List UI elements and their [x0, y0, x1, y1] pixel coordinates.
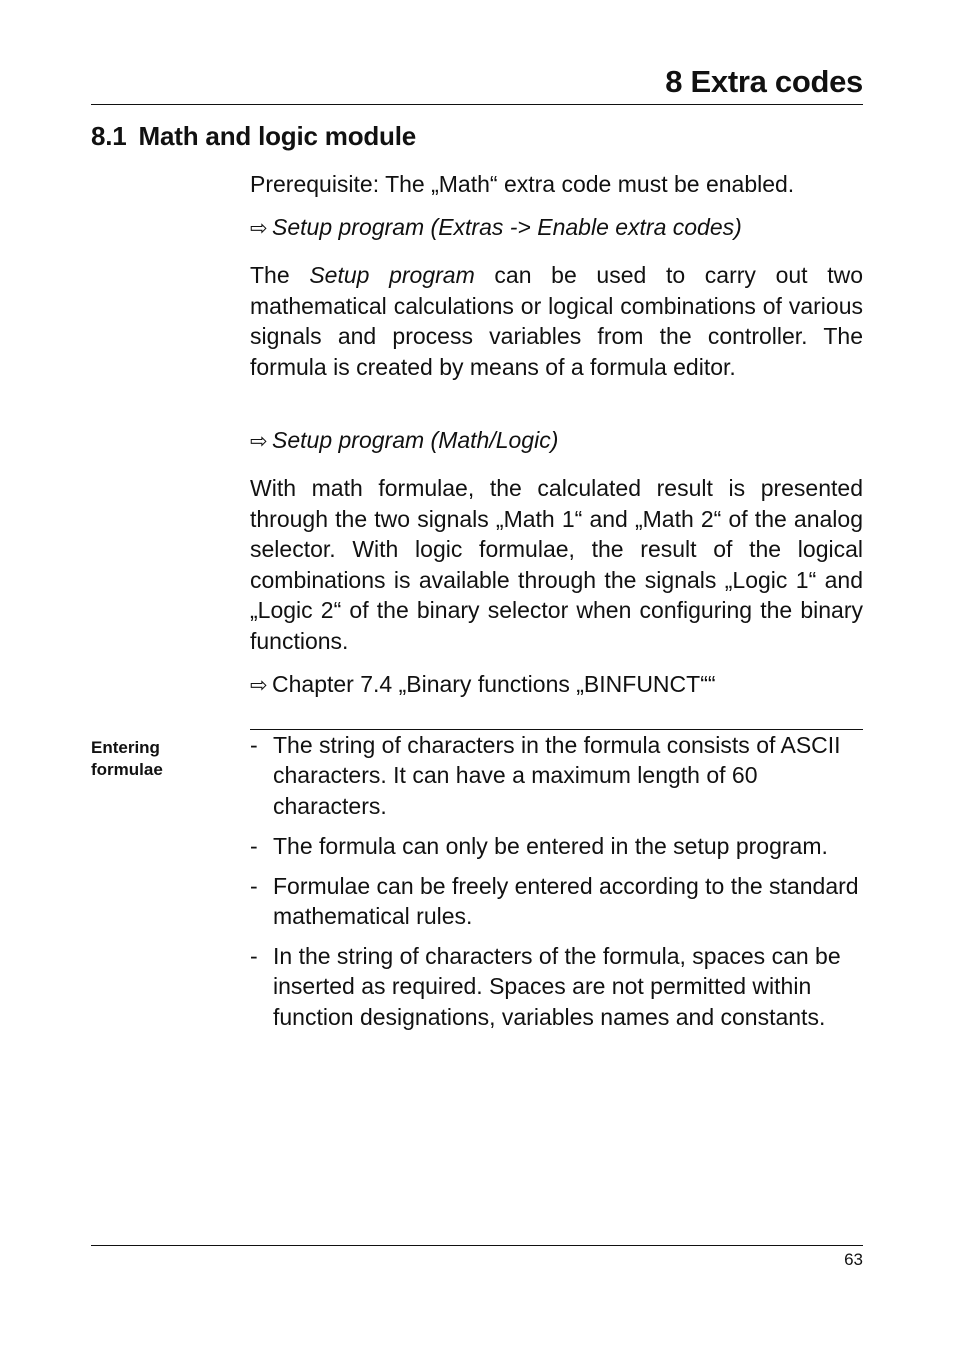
reference-text: Setup program (Math/Logic) — [272, 427, 559, 453]
section-title-text: Math and logic module — [138, 121, 417, 151]
bullet-dash: - — [250, 832, 258, 859]
formula-rules-list — [250, 730, 863, 1042]
chapter-title: 8 Extra codes — [665, 64, 863, 99]
intro-paragraph — [250, 260, 863, 382]
section-number: 8.1 — [91, 121, 127, 151]
page-number: 63 — [844, 1250, 863, 1269]
footer-rule — [91, 1245, 863, 1246]
list-item-text: The formula can only be entered in the setup program. — [273, 832, 828, 859]
list-item — [250, 831, 863, 861]
reference-text: Setup program (Extras -> Enable extra codes) — [272, 214, 742, 240]
list-item — [250, 941, 863, 1032]
arrow-right-icon: ⇨ — [250, 217, 268, 240]
bullet-dash: - — [250, 732, 258, 758]
reference-math-logic — [250, 425, 863, 458]
signals-paragraph: With math formulae, the calculated result is presented through the two signals „Math 1“ and „Math 2“ of the analog selector. With logic formulae, the result of the logical combinations is available through the signals „Logic 1“ and „Logic 2“ of the binary selector when configuring the binary functions. — [250, 475, 863, 654]
label-line: formulae — [91, 760, 163, 779]
list-item — [250, 730, 863, 821]
reference-setup-extras — [250, 212, 863, 245]
list-item — [250, 871, 863, 932]
intro-emphasis: Setup program — [309, 262, 475, 288]
prerequisite-text: Prerequisite: The „Math“ extra code must be enabled. — [250, 171, 795, 197]
bullet-dash: - — [250, 942, 258, 969]
reference-text: Chapter 7.4 „Binary functions „BINFUNCT““ — [272, 671, 716, 697]
arrow-right-icon: ⇨ — [250, 674, 268, 697]
arrow-right-icon: ⇨ — [250, 430, 268, 453]
bullet-dash: - — [250, 872, 258, 899]
label-line: Entering — [91, 738, 160, 757]
list-item-text: In the string of characters of the formula, spaces can be inserted as required. Spaces are not permitted within function designations, variables names and constants. — [273, 942, 841, 1030]
list-item-text: Formulae can be freely entered according to the standard mathematical rules. — [273, 872, 859, 930]
list-item-text: The string of characters in the formula consists of ASCII characters. It can have a maximum length of 60 characters. — [273, 732, 841, 819]
section-title — [91, 121, 416, 152]
header-rule — [91, 104, 863, 105]
intro-lead: The — [250, 262, 310, 288]
entering-formulae-label — [91, 737, 221, 781]
reference-chapter — [250, 669, 863, 702]
intro-rest: can be used to carry out two mathematical calculations or logical combinations of various signals and process variables from the controller. The formula is created by means of a formula editor. — [250, 262, 864, 380]
